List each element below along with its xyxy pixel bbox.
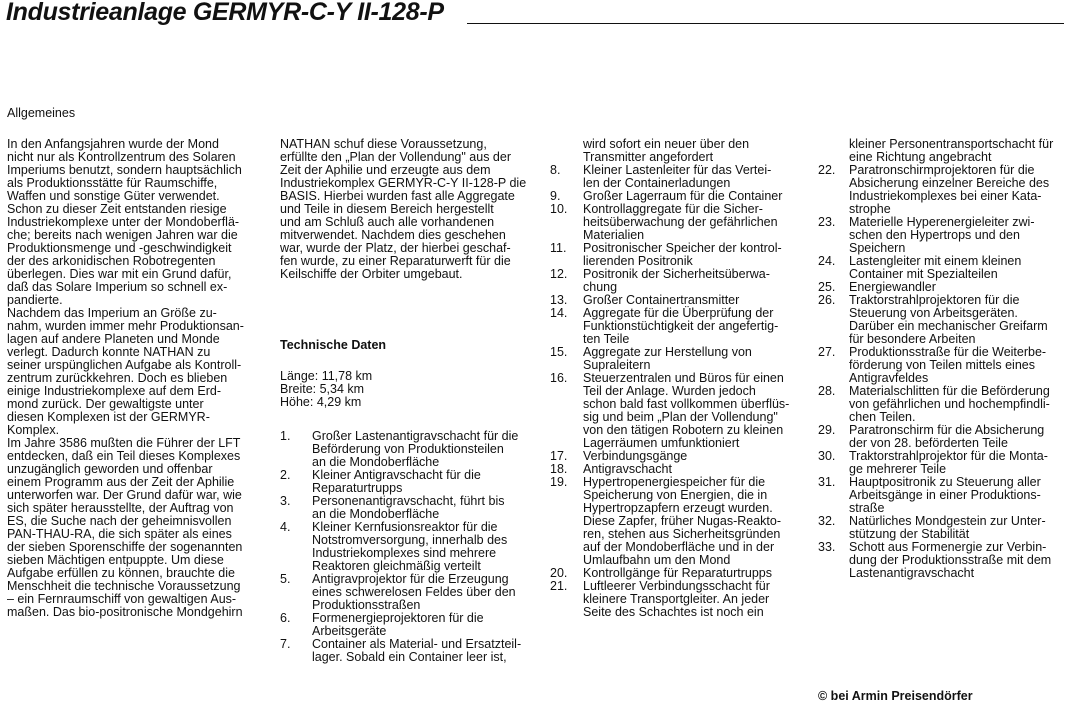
general-text-line: Keilschiffe der Orbiter umgebaut. xyxy=(280,267,463,281)
legend-item-line: Beförderung von Produktionsteilen xyxy=(312,442,504,456)
general-text-line: Zeit der Aphilie und erzeugte aus dem xyxy=(280,163,491,177)
legend-item-text xyxy=(312,612,542,638)
legend-item-line: Paratronschirm für die Absicherung xyxy=(849,423,1045,437)
legend-item-line: stützung der Stabilität xyxy=(849,527,970,541)
tech-heading: Technische Daten xyxy=(280,338,387,352)
legend-item-line: lager. Sobald ein Container leer ist, xyxy=(312,650,507,664)
legend-item-line: Kontrollgänge für Reparaturtrupps xyxy=(583,566,773,580)
legend-item-line: Produktionsstraßen xyxy=(312,598,421,612)
legend-item xyxy=(280,430,542,469)
general-text-line: zentrum zurückkehren. Doch es blieben xyxy=(7,371,228,385)
copyright-notice: © bei Armin Preisendörfer xyxy=(818,689,973,703)
legend-item-line: Luftleerer Verbindungsschacht für xyxy=(583,579,770,593)
general-text-column-2 xyxy=(280,138,542,281)
general-text-line: und Teile in diesem Bereich hergestellt xyxy=(280,202,494,216)
legend-item-text xyxy=(312,430,542,469)
legend-item-line: Transmitter angefordert xyxy=(583,150,714,164)
legend-item-line: Natürliches Mondgestein zur Unter- xyxy=(849,514,1046,528)
legend-item xyxy=(550,372,802,450)
legend-item-line: Schott aus Formenergie zur Verbin- xyxy=(849,540,1047,554)
general-text-line: diesen Komplexen ist der GERMYR- xyxy=(7,410,210,424)
general-text-line: unzugänglich geworden und offenbar xyxy=(7,462,213,476)
legend-item-line: Antigravfeldes xyxy=(849,371,929,385)
legend-item-line: Antigravprojektor für die Erzeugung xyxy=(312,572,509,586)
legend-item-text xyxy=(583,372,802,450)
legend-item-line: Materialschlitten für die Beförderung xyxy=(849,384,1050,398)
legend-item-line: Funktionstüchtigkeit der angefertig- xyxy=(583,319,779,333)
legend-item-number: 25. xyxy=(818,280,836,294)
legend-item-number: 22. xyxy=(818,163,836,177)
legend-item-line: lierenden Positronik xyxy=(583,254,693,268)
legend-item-number: 18. xyxy=(550,462,568,476)
general-text-line: nicht nur als Kontrollzentrum des Solaren xyxy=(7,150,236,164)
legend-item-line: eine Richtung angebracht xyxy=(849,150,992,164)
legend-item xyxy=(280,612,542,638)
page-title: Industrieanlage GERMYR-C-Y II-128-P xyxy=(6,0,444,26)
legend-item-number: 13. xyxy=(550,293,568,307)
legend-item xyxy=(280,573,542,612)
legend-item-line: ge mehrerer Teile xyxy=(849,462,947,476)
legend-item-text xyxy=(312,573,542,612)
legend-item-line: förderung von Teilen mittels eines xyxy=(849,358,1035,372)
legend-item-line: sig und beim „Plan der Vollendung" xyxy=(583,410,778,424)
legend-item-line: chen Teilen. xyxy=(849,410,916,424)
legend-item-line: strophe xyxy=(849,202,891,216)
legend-item-number: 33. xyxy=(818,540,836,554)
tech-specs xyxy=(280,370,530,409)
legend-item-text xyxy=(583,164,802,190)
legend-item-text xyxy=(583,346,802,372)
legend-item-text xyxy=(312,495,542,521)
legend-item xyxy=(550,476,802,567)
legend-item-line: Industriekomplexes sind mehrere xyxy=(312,546,497,560)
legend-item-line: Lastengleiter mit einem kleinen xyxy=(849,254,1022,268)
legend-item xyxy=(550,242,802,268)
legend-item-line: Hypertropzapfern erzeugt wurden. xyxy=(583,501,773,515)
legend-item-line: Darüber ein mechanischer Greifarm xyxy=(849,319,1048,333)
legend-item-line: Energiewandler xyxy=(849,280,936,294)
legend-item xyxy=(550,203,802,242)
legend-item-line: dung der Produktionsstraße mit dem xyxy=(849,553,1052,567)
general-text-line: NATHAN schuf diese Voraussetzung, xyxy=(280,137,487,151)
legend-item-line: eines schwerelosen Feldes über den xyxy=(312,585,516,599)
legend-item xyxy=(818,385,1066,424)
legend-item xyxy=(550,307,802,346)
general-text-line: – ein Fernraumschiff von gewaltigen Aus- xyxy=(7,592,237,606)
general-text-line: als Produktionsstätte für Raumschiffe, xyxy=(7,176,218,190)
legend-item xyxy=(818,515,1066,541)
legend-item-line: heitsüberwachung der gefährlichen xyxy=(583,215,778,229)
legend-item-number: 19. xyxy=(550,475,568,489)
legend-item-text xyxy=(312,521,542,573)
legend-item-line: Lastenantigravschacht xyxy=(849,566,975,580)
general-text-line: pandierte. xyxy=(7,293,63,307)
legend-item-line: Container als Material- und Ersatzteil- xyxy=(312,637,522,651)
legend-item-number: 16. xyxy=(550,371,568,385)
tech-spec-line: Länge: 11,78 km xyxy=(280,369,373,383)
legend-item-line: Hauptpositronik zu Steuerung aller xyxy=(849,475,1041,489)
legend-item-text xyxy=(583,203,802,242)
general-text-line: PAN-THAU-RA, die sich später als eines xyxy=(7,527,232,541)
legend-item-line: Aggregate für die Überprüfung der xyxy=(583,306,774,320)
legend-item-text xyxy=(312,638,542,664)
legend-item xyxy=(818,346,1066,385)
legend-item-line: Absicherung einzelner Bereiche des xyxy=(849,176,1050,190)
legend-item-line: ten Teile xyxy=(583,332,630,346)
legend-item xyxy=(550,138,802,164)
legend-item-line: Aggregate zur Herstellung von xyxy=(583,345,752,359)
tech-spec-line: Höhe: 4,29 km xyxy=(280,395,362,409)
legend-item xyxy=(818,216,1066,255)
legend-item-number: 12. xyxy=(550,267,568,281)
legend-item-text xyxy=(583,242,802,268)
legend-item-line: Umlaufbahn um den Mond xyxy=(583,553,731,567)
general-text-line: einem Programm aus der Zeit der Aphilie xyxy=(7,475,235,489)
legend-item xyxy=(550,268,802,294)
legend-item-line: Paratronschirmprojektoren für die xyxy=(849,163,1035,177)
general-text-line: Produktionsmenge und -geschwindigkeit xyxy=(7,241,232,255)
legend-item-line: Speicherung von Energien, die in xyxy=(583,488,768,502)
legend-item-text xyxy=(583,307,802,346)
legend-item-number: 9. xyxy=(550,189,561,203)
legend-item xyxy=(818,294,1066,346)
legend-item-number xyxy=(550,138,583,164)
general-text-line: mitverwendet. Nachdem dies geschehen xyxy=(280,228,506,242)
general-text-line: entdecken, daß ein Teil dieses Komplexes xyxy=(7,449,241,463)
legend-item-line: Steuerzentralen und Büros für einen xyxy=(583,371,784,385)
legend-item-text xyxy=(849,385,1066,424)
legend-list xyxy=(550,138,802,619)
general-text-line: maßen. Das bio-positronische Mondgehirn xyxy=(7,605,243,619)
legend-item xyxy=(550,164,802,190)
legend-item-text xyxy=(849,255,1066,281)
legend-item-line: straße xyxy=(849,501,885,515)
general-text-line: seiner urspünglichen Aufgabe als Kontroll- xyxy=(7,358,242,372)
general-text-line: Aufgabe erfüllen zu können, brauchte die xyxy=(7,566,235,580)
legend-item-number: 31. xyxy=(818,475,836,489)
legend-item-line: wird sofort ein neuer über den xyxy=(583,137,750,151)
legend-item-text xyxy=(583,138,802,164)
general-text-line: fen wurde, zu einer Reparaturwerft für die xyxy=(280,254,511,268)
general-text-line: In den Anfangsjahren wurde der Mond xyxy=(7,137,219,151)
legend-item-line: Kleiner Antigravschacht für die xyxy=(312,468,481,482)
legend-item-line: Positronik der Sicherheitsüberwa- xyxy=(583,267,770,281)
legend-item-line: Arbeitsgeräte xyxy=(312,624,387,638)
legend-item-number: 3. xyxy=(280,494,291,508)
legend-item-line: Teil der Anlage. Wurden jedoch xyxy=(583,384,756,398)
general-text-line: der sieben Sporenschiffe der sogenannten xyxy=(7,540,243,554)
general-text-line: und am Schluß auch alle vorhandenen xyxy=(280,215,495,229)
legend-item-text xyxy=(583,580,802,619)
legend-item xyxy=(818,424,1066,450)
legend-item-line: Seite des Schachtes ist noch ein xyxy=(583,605,764,619)
legend-item-line: kleinere Transportgleiter. An jeder xyxy=(583,592,770,606)
legend-item-text xyxy=(849,216,1066,255)
legend-item-text xyxy=(583,476,802,567)
legend-item-number: 27. xyxy=(818,345,836,359)
general-text-line: Komplex. xyxy=(7,423,60,437)
legend-item-line: Container mit Spezialteilen xyxy=(849,267,998,281)
legend-item-number: 21. xyxy=(550,579,568,593)
legend-item-line: Materialien xyxy=(583,228,645,242)
legend-item-line: für besondere Arbeiten xyxy=(849,332,976,346)
general-text-line: Imperiums benutzt, sondern hauptsächlich xyxy=(7,163,242,177)
general-text-line: sich später herausstellte, der Auftrag von xyxy=(7,501,234,515)
legend-item-text xyxy=(312,469,542,495)
legend-item-text xyxy=(849,450,1066,476)
general-text-line: unterworfen war. Der Grund dafür war, wie xyxy=(7,488,242,502)
legend-item-line: Speichern xyxy=(849,241,906,255)
legend-item-line: Reaktoren gleichmäßig verteilt xyxy=(312,559,481,573)
legend-item-line: Kontrollaggregate für die Sicher- xyxy=(583,202,763,216)
legend-list-column-2 xyxy=(280,430,542,664)
legend-item xyxy=(280,469,542,495)
legend-item-line: Produktionsstraße für die Weiterbe- xyxy=(849,345,1047,359)
general-text-line: einige Industriekomplexe auf dem Erd- xyxy=(7,384,222,398)
legend-item-line: der von 28. beförderten Teile xyxy=(849,436,1008,450)
legend-item-line: Personenantigravschacht, führt bis xyxy=(312,494,505,508)
legend-item-line: von gefährlichen und hochempfindli- xyxy=(849,397,1050,411)
legend-item-number: 28. xyxy=(818,384,836,398)
general-text-line: Menschheit die technische Voraussetzung xyxy=(7,579,241,593)
legend-item-line: Antigravschacht xyxy=(583,462,672,476)
legend-item-text xyxy=(849,346,1066,385)
legend-item-line: schen den Hypertrops und den xyxy=(849,228,1020,242)
legend-item-text xyxy=(849,515,1066,541)
general-text-line: mond zurück. Der gewaltigste unter xyxy=(7,397,204,411)
legend-list-column-4 xyxy=(818,138,1066,580)
legend-item-line: auf der Mondoberfläche und in der xyxy=(583,540,775,554)
legend-item-line: kleiner Personentransportschacht für xyxy=(849,137,1054,151)
legend-item-number: 32. xyxy=(818,514,836,528)
legend-item-number: 11. xyxy=(550,241,567,255)
legend-item-number: 1. xyxy=(280,429,291,443)
general-text-line: Nachdem das Imperium an Größe zu- xyxy=(7,306,217,320)
legend-item-text xyxy=(849,138,1066,164)
legend-item-number: 14. xyxy=(550,306,568,320)
title-rule xyxy=(467,23,1064,24)
legend-item-text xyxy=(583,268,802,294)
legend-item-number: 2. xyxy=(280,468,291,482)
legend-item-line: Formenergieprojektoren für die xyxy=(312,611,484,625)
legend-item-line: Traktorstrahlprojektor für die Monta- xyxy=(849,449,1048,463)
general-text-line: der des arkonidischen Robotregenten xyxy=(7,254,216,268)
legend-list xyxy=(818,138,1066,580)
legend-item-line: Diese Zapfer, früher Nugas-Reakto- xyxy=(583,514,782,528)
legend-item xyxy=(280,638,542,664)
legend-item-line: Materielle Hyperenergieleiter zwi- xyxy=(849,215,1035,229)
general-text-line: überlegen. Dies war mit ein Grund dafür, xyxy=(7,267,232,281)
legend-item-line: Reparaturtrupps xyxy=(312,481,403,495)
legend-item-text xyxy=(849,294,1066,346)
legend-item-line: Verbindungsgänge xyxy=(583,449,688,463)
general-text-line: BASIS. Hierbei wurden fast alle Aggregate xyxy=(280,189,515,203)
tech-spec-line: Breite: 5,34 km xyxy=(280,382,365,396)
legend-item-line: von den tätigen Robotern zu kleinen xyxy=(583,423,784,437)
general-text-line: Schon zu dieser Zeit entstanden riesige xyxy=(7,202,227,216)
legend-item-number: 23. xyxy=(818,215,836,229)
legend-item-line: Arbeitsgänge in einer Produktions- xyxy=(849,488,1041,502)
legend-item-line: Großer Lastenantigravschacht für die xyxy=(312,429,519,443)
legend-item xyxy=(280,521,542,573)
legend-item-number: 20. xyxy=(550,566,568,580)
legend-item-number: 15. xyxy=(550,345,568,359)
legend-item xyxy=(818,476,1066,515)
legend-item-line: schon bald fast vollkommen überflüs- xyxy=(583,397,790,411)
legend-item-number xyxy=(818,138,849,164)
legend-item-number: 5. xyxy=(280,572,291,586)
legend-item xyxy=(818,255,1066,281)
legend-item-number: 24. xyxy=(818,254,836,268)
general-text-line: erfüllte den „Plan der Vollendung" aus der xyxy=(280,150,511,164)
legend-item-number: 29. xyxy=(818,423,836,437)
legend-item-line: Steuerung von Arbeitsgeräten. xyxy=(849,306,1018,320)
legend-item-line: Hypertropenergiespeicher für die xyxy=(583,475,766,489)
general-text-line: verlegt. Dadurch konnte NATHAN zu xyxy=(7,345,211,359)
legend-item-number: 8. xyxy=(550,163,561,177)
legend-item-text xyxy=(849,476,1066,515)
legend-item xyxy=(818,164,1066,216)
legend-item-number: 4. xyxy=(280,520,291,534)
legend-item xyxy=(818,541,1066,580)
general-text-line: che; bereits nach wenigen Jahren war die xyxy=(7,228,238,242)
legend-item-number: 7. xyxy=(280,637,291,651)
legend-item-number: 30. xyxy=(818,449,836,463)
legend-item-line: Großer Lagerraum für die Container xyxy=(583,189,783,203)
general-text-line: Im Jahre 3586 mußten die Führer der LFT xyxy=(7,436,241,450)
legend-item-line: Positronischer Speicher der kontrol- xyxy=(583,241,782,255)
legend-item-line: an die Mondoberfläche xyxy=(312,507,440,521)
legend-item-line: an die Mondoberfläche xyxy=(312,455,440,469)
general-text-column-1 xyxy=(7,138,269,619)
general-text-line: ES, die Suche nach der geheimnisvollen xyxy=(7,514,232,528)
general-text-line: war, wurde der Platz, der hierbei geschaf- xyxy=(280,241,511,255)
legend-list-column-3 xyxy=(550,138,802,619)
legend-item xyxy=(818,450,1066,476)
legend-item-line: Supraleitern xyxy=(583,358,651,372)
legend-item-line: Kleiner Kernfusionsreaktor für die xyxy=(312,520,498,534)
legend-item xyxy=(550,580,802,619)
legend-item-text xyxy=(849,424,1066,450)
legend-item xyxy=(550,346,802,372)
legend-item-line: Kleiner Lastenleiter für das Vertei- xyxy=(583,163,772,177)
legend-item-number: 17. xyxy=(550,449,568,463)
general-text-line: Waffen und sonstige Güter verwendet. xyxy=(7,189,220,203)
general-text-line: Industriekomplexe unter der Mondoberflä- xyxy=(7,215,240,229)
legend-item-line: Traktorstrahlprojektoren für die xyxy=(849,293,1020,307)
general-text-line: nahm, wurden immer mehr Produktionsan- xyxy=(7,319,244,333)
legend-item-line: Notstromversorgung, innerhalb des xyxy=(312,533,508,547)
general-text-line: daß das Solare Imperium so schnell ex- xyxy=(7,280,228,294)
general-text-line: sieben Mächtigen entpuppte. Um diese xyxy=(7,553,224,567)
legend-item xyxy=(818,138,1066,164)
general-heading: Allgemeines xyxy=(7,106,76,120)
legend-item-number: 10. xyxy=(550,202,568,216)
legend-item-number: 26. xyxy=(818,293,836,307)
general-text-line: Industriekomplex GERMYR-C-Y II-128-P die xyxy=(280,176,527,190)
general-text-line: lagen auf andere Planeten und Monde xyxy=(7,332,220,346)
legend-item-line: Lagerräumen umfunktioniert xyxy=(583,436,740,450)
legend-item-number: 6. xyxy=(280,611,291,625)
legend-item xyxy=(280,495,542,521)
legend-item-line: len der Containerladungen xyxy=(583,176,731,190)
legend-item-line: Industriekomplexes bei einer Kata- xyxy=(849,189,1042,203)
legend-item-line: ren, stehen aus Sicherheitsgründen xyxy=(583,527,781,541)
legend-item-text xyxy=(849,541,1066,580)
legend-list xyxy=(280,430,542,664)
legend-item-line: chung xyxy=(583,280,618,294)
legend-item-text xyxy=(849,164,1066,216)
legend-item-line: Großer Containertransmitter xyxy=(583,293,740,307)
